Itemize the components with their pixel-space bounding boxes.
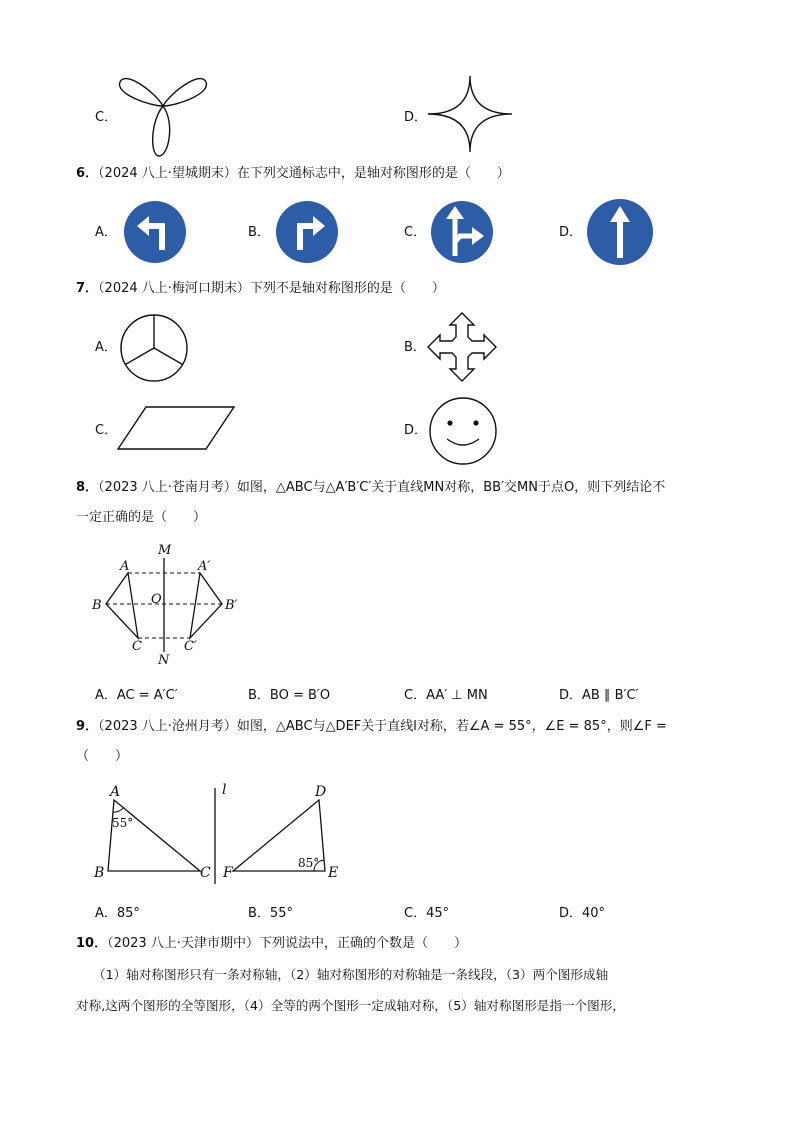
question-10-statement-line1: （1）轴对称图形只有一条对称轴，（2）轴对称图形的对称轴是一条线段，（3）两个图形成轴 — [93, 967, 609, 982]
label-e: E — [328, 865, 339, 881]
q6-option-c-label: C． — [404, 225, 427, 240]
q9-option-d: D．40° — [559, 906, 606, 921]
reflected-triangles-figure — [90, 778, 348, 886]
q9-option-a: A．85° — [95, 906, 140, 921]
q6-option-a-label: A． — [95, 225, 117, 240]
q7-option-a-label: A． — [95, 340, 117, 355]
label-l: l — [222, 782, 227, 798]
question-9-text-line1: 如图，△ABC与△DEF关于直线l对称，若∠A = 55°，∠E = 85°，则∠F = — [236, 719, 667, 734]
question-10-stem — [76, 937, 467, 950]
angle-e-value: 85° — [298, 856, 320, 870]
label-d: D — [315, 784, 327, 800]
label-a: A — [120, 559, 130, 574]
q6-option-d-label: D． — [559, 225, 583, 240]
label-c-prime: C′ — [184, 639, 197, 654]
q6-option-b-label: B． — [248, 225, 270, 240]
question-8-stem-line1 — [76, 481, 665, 494]
label-a: A — [110, 784, 121, 800]
concave-star-figure — [426, 74, 514, 154]
question-7-source: （2024 八上·梅河口期末） — [98, 281, 250, 296]
question-8-stem-line2: 一定正确的是（ ） — [76, 510, 207, 525]
q7-option-b-label: B． — [404, 340, 426, 355]
q5-option-d-label: D． — [404, 110, 428, 125]
label-a-prime: A′ — [198, 559, 211, 574]
question-6-text: 在下列交通标志中，是轴对称图形的是（ ） — [236, 166, 510, 181]
label-b: B — [92, 598, 102, 613]
label-b: B — [94, 865, 105, 881]
q8-option-b: B．BO = B′O — [248, 688, 331, 703]
q7-option-d-label: D． — [404, 423, 428, 438]
angle-a-value: 55° — [112, 816, 134, 830]
q5-option-c-label: C． — [95, 110, 118, 125]
question-8-text-line1: 如图，△ABC与△A′B′C′关于直线MN对称，BB′交MN于点O，则下列结论不 — [236, 480, 666, 495]
label-b-prime: B′ — [225, 598, 238, 613]
question-9-source: （2023 八上·沧州月考） — [98, 719, 237, 734]
symmetric-triangles-figure — [88, 540, 248, 668]
question-7-stem — [76, 282, 445, 295]
question-10-statement-line2: 对称,这两个图形的全等图形，（4）全等的两个图形一定成轴对称，（5）轴对称图形是指一个图形， — [76, 998, 625, 1013]
label-f: F — [223, 865, 233, 881]
question-7-text: 下列不是轴对称图形的是（ ） — [249, 281, 445, 296]
question-6-stem — [76, 167, 510, 180]
question-9-stem-line1 — [76, 720, 667, 733]
question-10-text: 下列说法中，正确的个数是（ ） — [258, 936, 467, 951]
q8-option-c: C．AA′ ⊥ MN — [404, 688, 488, 703]
circle-three-sectors-figure — [118, 312, 190, 384]
label-c: C — [132, 639, 142, 654]
question-8-number: 8． — [76, 480, 99, 495]
question-9-number: 9． — [76, 719, 99, 734]
question-6-source: （2024 八上·望城期末） — [98, 166, 237, 181]
label-c: C — [200, 865, 211, 881]
label-n: N — [158, 653, 170, 668]
straight-ahead-sign-icon — [586, 198, 654, 266]
turn-right-sign-icon — [275, 200, 339, 264]
question-10-number: 10． — [76, 936, 108, 951]
q8-option-d: D．AB ∥ B′C′ — [559, 688, 639, 703]
turn-left-sign-icon — [123, 200, 187, 264]
parallelogram-figure — [116, 405, 236, 451]
q8-option-a: A．AC = A′C′ — [95, 688, 178, 703]
question-6-number: 6． — [76, 166, 99, 181]
q9-option-b: B．55° — [248, 906, 293, 921]
label-o: O — [151, 592, 162, 607]
q9-option-c: C．45° — [404, 906, 450, 921]
q7-option-c-label: C． — [95, 423, 118, 438]
four-arrows-figure — [426, 311, 498, 383]
three-leaf-figure — [115, 72, 211, 158]
smiley-face-figure — [427, 395, 499, 467]
label-m: M — [158, 543, 172, 558]
question-8-source: （2023 八上·苍南月考） — [98, 480, 237, 495]
straight-or-right-sign-icon — [430, 200, 494, 264]
question-7-number: 7． — [76, 281, 99, 296]
question-9-stem-line2: （ ） — [76, 749, 129, 764]
question-10-source: （2023 八上·天津市期中） — [107, 936, 259, 951]
